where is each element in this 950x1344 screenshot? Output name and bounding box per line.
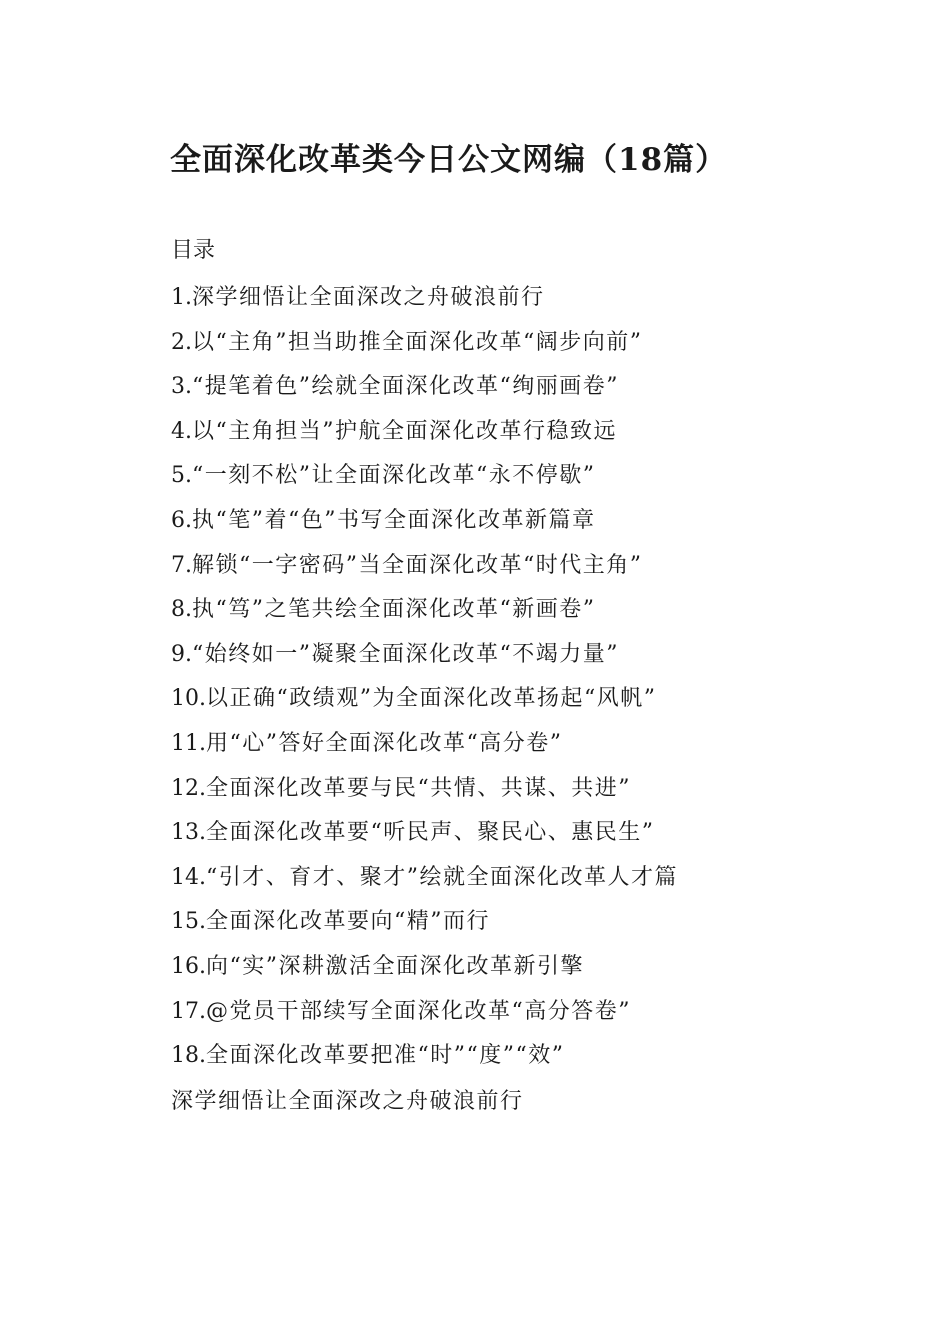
toc-item-text: 全面深化改革要向“精”而行 <box>206 909 490 935</box>
toc-item-text: 解锁“一字密码”当全面深化改革“时代主角” <box>192 552 643 578</box>
toc-item-text: 以正确“政绩观”为全面深化改革扬起“风帆” <box>206 686 657 712</box>
toc-item-text: 以“主角担当”护航全面深化改革行稳致远 <box>192 418 617 444</box>
toc-item[interactable] <box>171 410 891 455</box>
toc-item-text: 用“心”答好全面深化改革“高分卷” <box>206 730 563 756</box>
toc-item-number: 12. <box>171 775 206 801</box>
toc-item-number: 11. <box>171 730 206 756</box>
toc-item[interactable] <box>171 900 891 945</box>
toc-item-text: 以“主角”担当助推全面深化改革“阔步向前” <box>192 329 643 355</box>
toc-item[interactable] <box>171 321 891 366</box>
toc-item[interactable] <box>171 767 891 812</box>
toc-item-number: 16. <box>171 953 206 979</box>
toc-item-number: 5. <box>171 463 192 489</box>
toc-item-number: 10. <box>171 686 206 712</box>
toc-item[interactable] <box>171 677 891 722</box>
toc-item[interactable] <box>171 633 891 678</box>
toc-item-number: 14. <box>171 864 206 890</box>
toc-item-text: 全面深化改革要与民“共情、共谋、共进” <box>206 775 631 801</box>
toc-item[interactable] <box>171 365 891 410</box>
toc-item-text: 执“笃”之笔共绘全面深化改革“新画卷” <box>192 597 596 623</box>
toc-item-text: “始终如一”凝聚全面深化改革“不竭力量” <box>192 641 619 667</box>
toc-item-number: 6. <box>171 507 192 533</box>
toc-item[interactable] <box>171 811 891 856</box>
toc-item-number: 18. <box>171 1043 206 1069</box>
toc-item-number: 15. <box>171 909 206 935</box>
toc-item-text: 全面深化改革要把准“时”“度”“效” <box>206 1043 565 1069</box>
toc-item-number: 4. <box>171 418 192 444</box>
toc-item-text: 向“实”深耕激活全面深化改革新引擎 <box>206 953 584 979</box>
toc-heading: 目录 <box>171 238 216 263</box>
toc-item-number: 17. <box>171 998 206 1024</box>
toc-item[interactable] <box>171 1034 891 1079</box>
toc-item[interactable] <box>171 588 891 633</box>
toc-item-text: “一刻不松”让全面深化改革“永不停歇” <box>192 463 596 489</box>
toc-item[interactable] <box>171 454 891 499</box>
toc-item-number: 1. <box>171 285 192 310</box>
toc-item[interactable] <box>171 276 891 321</box>
table-of-contents <box>171 276 891 1079</box>
toc-item[interactable] <box>171 499 891 544</box>
toc-item-number: 13. <box>171 820 206 846</box>
toc-item-text: 全面深化改革要“听民声、聚民心、惠民生” <box>206 820 655 846</box>
toc-item-number: 7. <box>171 552 192 578</box>
toc-item[interactable] <box>171 544 891 589</box>
toc-item[interactable] <box>171 945 891 990</box>
toc-item-text: “引才、育才、聚才”绘就全面深化改革人才篇 <box>206 864 678 890</box>
toc-item-text: 执“笔”着“色”书写全面深化改革新篇章 <box>192 507 596 533</box>
first-section-heading: 深学细悟让全面深改之舟破浪前行 <box>171 1089 524 1114</box>
document-title: 全面深化改革类今日公文网编（18篇） <box>170 142 728 178</box>
toc-item-number: 9. <box>171 641 192 667</box>
toc-item-number: 2. <box>171 329 192 355</box>
toc-item-number: 3. <box>171 374 192 400</box>
toc-item-text: “提笔着色”绘就全面深化改革“绚丽画卷” <box>192 374 619 400</box>
toc-item[interactable] <box>171 722 891 767</box>
toc-item-number: 8. <box>171 597 192 623</box>
toc-item[interactable] <box>171 856 891 901</box>
toc-item-text: @党员干部续写全面深化改革“高分答卷” <box>206 998 631 1024</box>
toc-item-text: 深学细悟让全面深改之舟破浪前行 <box>192 285 545 310</box>
toc-item[interactable] <box>171 990 891 1035</box>
